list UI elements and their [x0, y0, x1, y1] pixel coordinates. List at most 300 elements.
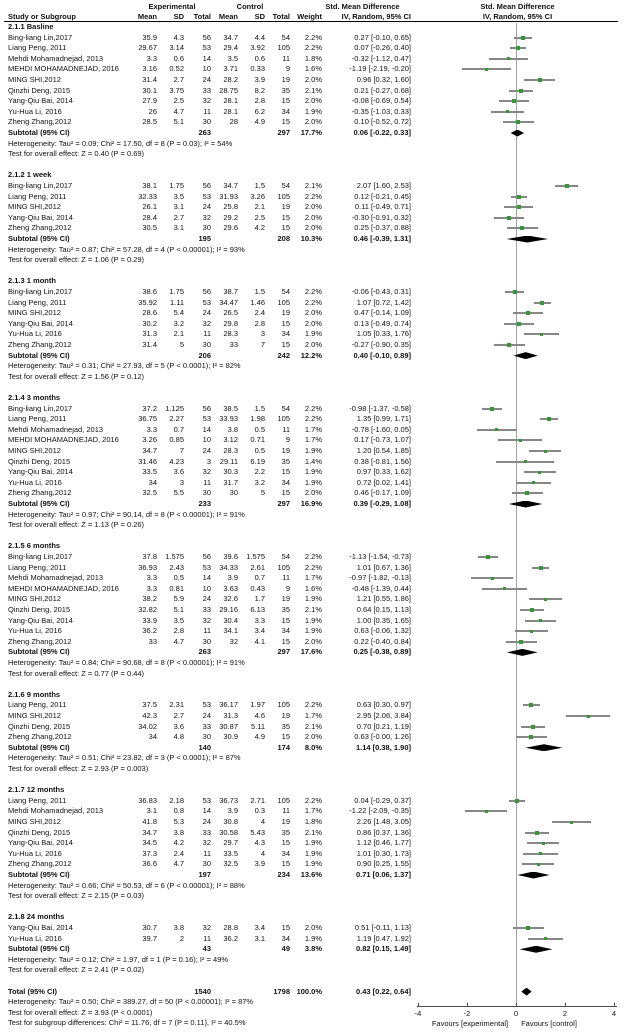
- header-col-method-text: IV, Random, 95% CI: [341, 12, 411, 21]
- overall-effect-text: Test for overall effect: Z = 1.13 (P = 0.26): [8, 520, 145, 530]
- table-cell: 56: [202, 287, 211, 296]
- study-name: Yang-Qiu Bai, 2014: [8, 212, 73, 222]
- table-cell: 42.3: [142, 711, 157, 720]
- table-cell: 5: [179, 340, 184, 349]
- table-cell: 15: [281, 923, 290, 932]
- table-cell: 0.8: [173, 806, 184, 816]
- overall-effect-text: Test for overall effect: Z = 0.40 (P = 0.69): [8, 149, 145, 159]
- table-cell: 1.9%: [304, 848, 322, 858]
- study-name: MING SHI,2012: [8, 202, 61, 212]
- table-cell: 3.5: [227, 53, 238, 63]
- table-cell: 3.16: [142, 64, 157, 74]
- table-cell: 2.8: [254, 318, 265, 328]
- table-cell: 2.1%: [304, 827, 322, 837]
- table-cell: 2.2%: [304, 191, 322, 201]
- table-cell: 31.3: [142, 329, 157, 339]
- table-cell: 2.2%: [304, 43, 322, 53]
- axis-tick: [614, 1003, 615, 1007]
- table-cell: 36.93: [138, 562, 157, 572]
- effect-marker: [535, 831, 539, 835]
- table-cell: 35.92: [138, 297, 157, 307]
- table-cell: 15: [281, 732, 290, 742]
- total-diamond: [521, 988, 531, 996]
- x-axis-line: [417, 1006, 617, 1007]
- table-cell: 32: [202, 838, 211, 848]
- table-cell: 37.3: [142, 848, 157, 858]
- table-cell: 2.1%: [304, 85, 322, 95]
- table-cell: 3.3: [146, 53, 157, 63]
- table-cell: -1.13 [-1.54, -0.73]: [349, 552, 411, 561]
- table-cell: 0.72 [0.02, 1.41]: [356, 477, 411, 487]
- table-cell: 32: [202, 467, 211, 477]
- table-cell: 34.02: [138, 721, 157, 731]
- table-cell: 3.9: [254, 75, 265, 84]
- table-cell: 28.5: [142, 117, 157, 127]
- table-cell: 28.3: [223, 446, 238, 455]
- table-cell: 17.6%: [300, 647, 322, 657]
- study-name: Bing-liang Lin,2017: [8, 287, 73, 296]
- table-cell: 234: [277, 870, 290, 879]
- study-name: MEHDI MOHAMADNEJAD, 2016: [8, 435, 119, 445]
- study-name: MING SHI,2012: [8, 75, 61, 84]
- table-cell: 297: [277, 128, 290, 137]
- table-cell: 263: [198, 128, 211, 137]
- table-cell: 4.2: [254, 223, 265, 233]
- table-cell: 28.3: [223, 329, 238, 339]
- study-name: Liang Peng, 2011: [8, 43, 67, 53]
- table-cell: 15: [281, 838, 290, 848]
- table-cell: 2.7: [173, 711, 184, 720]
- table-cell: 0.5: [254, 424, 265, 434]
- table-cell: 5.43: [250, 827, 265, 837]
- header-col-sd-ctl: SD: [254, 12, 265, 21]
- table-cell: 2.31: [169, 700, 184, 710]
- table-cell: 3.1: [173, 202, 184, 212]
- table-cell: 1.7%: [304, 711, 322, 720]
- table-cell: 10.3%: [300, 234, 322, 243]
- table-cell: 28.6: [142, 308, 157, 318]
- subtotal-diamond: [525, 744, 562, 751]
- table-cell: 1.9%: [304, 106, 322, 116]
- table-cell: 0.81: [169, 583, 184, 593]
- table-cell: 15: [281, 340, 290, 349]
- effect-marker: [531, 725, 535, 729]
- table-cell: 3.26: [142, 435, 157, 445]
- table-cell: 53: [202, 795, 211, 805]
- table-cell: 1.12 [0.46, 1.77]: [356, 838, 411, 848]
- table-cell: 31.3: [223, 711, 238, 720]
- subtotal-label: Subtotal (95% CI): [8, 742, 70, 752]
- table-cell: 29.16: [219, 605, 238, 614]
- table-cell: 1.35 [0.99, 1.71]: [356, 414, 411, 424]
- table-cell: 35: [281, 456, 290, 466]
- table-cell: 32: [202, 96, 211, 106]
- table-cell: 35.9: [142, 32, 157, 42]
- table-cell: 2.95 [2.06, 3.84]: [356, 711, 411, 720]
- table-cell: 14: [202, 806, 211, 816]
- table-cell: 1.9%: [304, 626, 322, 636]
- effect-marker: [570, 821, 573, 824]
- study-name: Yang-Qiu Bai, 2014: [8, 923, 73, 932]
- table-cell: 3: [260, 329, 265, 339]
- axis-tick: [516, 1003, 517, 1007]
- table-cell: 11: [203, 848, 211, 858]
- effect-marker: [485, 68, 488, 71]
- effect-marker: [538, 471, 541, 474]
- table-cell: 105: [277, 43, 290, 53]
- study-name: MING SHI,2012: [8, 446, 61, 455]
- heterogeneity-text: Heterogeneity: Tau² = 0.97; Chi² = 90.14, df = 8 (P < 0.00001); I² = 91%: [8, 509, 245, 519]
- table-cell: 2.0%: [304, 308, 322, 318]
- study-name: Zheng Zhang,2012: [8, 636, 72, 646]
- table-cell: 1.9%: [304, 329, 322, 339]
- table-cell: 0.39 [-0.29, 1.08]: [353, 499, 411, 508]
- table-cell: 15: [281, 117, 290, 127]
- section-title: 2.1.3 1 month: [8, 276, 56, 286]
- table-cell: 36.2: [142, 626, 157, 636]
- study-name: Yang-Qiu Bai, 2014: [8, 318, 73, 328]
- table-cell: 1.5: [254, 287, 265, 296]
- table-cell: 0.38 [-0.81, 1.56]: [354, 456, 411, 466]
- table-cell: 0.21 [-0.27, 0.68]: [354, 85, 411, 95]
- table-cell: 233: [198, 499, 211, 508]
- table-cell: 3: [179, 477, 184, 487]
- table-cell: 30.5: [142, 223, 157, 233]
- header-col-total-exp: Total: [193, 12, 211, 21]
- table-cell: 0.86 [0.37, 1.36]: [356, 827, 411, 837]
- table-cell: 195: [198, 234, 211, 243]
- table-cell: 9: [285, 583, 290, 593]
- table-cell: 11: [203, 933, 211, 943]
- table-cell: 0.40 [-0.10, 0.89]: [353, 350, 411, 360]
- table-cell: 140: [198, 742, 211, 752]
- table-cell: 0.04 [-0.29, 0.37]: [354, 795, 411, 805]
- table-cell: 0.13 [-0.49, 0.74]: [354, 318, 411, 328]
- table-cell: 30.87: [219, 721, 238, 731]
- study-name: Zheng Zhang,2012: [8, 488, 72, 498]
- table-cell: 26.1: [142, 202, 157, 212]
- study-name: MEHDI MOHAMADNEJAD, 2016: [8, 64, 119, 74]
- effect-marker: [544, 450, 547, 453]
- table-cell: 11: [282, 806, 290, 816]
- axis-tick-label: 0: [513, 1009, 519, 1018]
- table-cell: 32: [202, 923, 211, 932]
- table-cell: 2.2: [254, 467, 265, 477]
- effect-marker: [507, 57, 510, 60]
- table-cell: 34.1: [223, 626, 238, 636]
- table-cell: 2.27: [169, 414, 184, 424]
- table-cell: 30: [202, 488, 211, 498]
- table-cell: 30.8: [223, 817, 238, 826]
- table-cell: 31.4: [142, 75, 157, 84]
- table-cell: 0.25 [-0.38, 0.89]: [353, 647, 411, 657]
- table-cell: 33.5: [223, 848, 238, 858]
- study-name: Qinzhi Deng, 2015: [8, 605, 71, 614]
- table-cell: 4.6: [254, 711, 265, 720]
- table-cell: 1.14 [0.38, 1.90]: [355, 742, 411, 752]
- table-cell: 3: [206, 456, 211, 466]
- study-name: Zheng Zhang,2012: [8, 117, 72, 127]
- table-cell: 2.0%: [304, 202, 322, 212]
- effect-marker: [506, 110, 509, 113]
- table-cell: 0.51 [-0.11, 1.13]: [354, 923, 411, 932]
- header-col-sd-exp: SD: [173, 12, 184, 21]
- table-cell: 53: [202, 562, 211, 572]
- subtotal-diamond: [509, 501, 543, 508]
- table-cell: -0.06 [-0.43, 0.31]: [351, 287, 411, 296]
- table-cell: 4.8: [173, 732, 184, 742]
- heterogeneity-text: Heterogeneity: Tau² = 0.87; Chi² = 57.28, df = 4 (P < 0.00001); I² = 93%: [8, 244, 245, 254]
- effect-marker: [516, 46, 520, 50]
- table-cell: 1.9%: [304, 615, 322, 625]
- table-cell: 1.9%: [304, 838, 322, 848]
- table-cell: 19: [281, 711, 290, 720]
- header-col-method-plot: IV, Random, 95% CI: [482, 12, 553, 21]
- table-cell: 2: [179, 933, 184, 943]
- table-cell: 0.22 [-0.40, 0.84]: [354, 636, 411, 646]
- table-cell: 33: [229, 340, 238, 349]
- study-name: Liang Peng, 2011: [8, 297, 67, 307]
- table-cell: 34: [148, 477, 157, 487]
- table-cell: 29.7: [223, 838, 238, 848]
- study-name: Liang Peng, 2011: [8, 700, 67, 710]
- subtotal-label: Subtotal (95% CI): [8, 870, 70, 879]
- table-cell: 56: [202, 403, 211, 413]
- table-cell: 0.43: [250, 583, 265, 593]
- table-cell: 1.7%: [304, 806, 322, 816]
- table-cell: 0.63 [0.30, 0.97]: [356, 700, 411, 710]
- section-title: 2.1.8 24 months: [8, 912, 65, 922]
- table-cell: 0.63 [-0.00, 1.26]: [354, 732, 411, 742]
- header-smd-plot-col: Std. Mean Difference: [480, 2, 555, 11]
- table-cell: 17.7%: [300, 128, 322, 137]
- table-cell: 54: [281, 181, 290, 190]
- effect-marker: [517, 195, 521, 199]
- table-cell: 2.0%: [304, 340, 322, 349]
- table-cell: 2.0%: [304, 318, 322, 328]
- subtotal-label: Subtotal (95% CI): [8, 234, 70, 243]
- study-name: Qinzhi Deng, 2015: [8, 456, 71, 466]
- table-cell: 1.9%: [304, 933, 322, 943]
- table-cell: 1.01 [0.30, 1.73]: [356, 848, 411, 858]
- table-cell: 28.8: [223, 923, 238, 932]
- table-cell: 32.5: [142, 488, 157, 498]
- effect-marker: [538, 78, 542, 82]
- effect-marker: [507, 216, 511, 220]
- table-cell: 30.4: [223, 615, 238, 625]
- table-cell: 3.2: [254, 477, 265, 487]
- table-cell: 2.0%: [304, 75, 322, 84]
- table-cell: 28.75: [219, 85, 238, 95]
- table-cell: 9: [285, 435, 290, 445]
- table-cell: 1798: [273, 986, 290, 996]
- study-name: Yang-Qiu Bai, 2014: [8, 838, 73, 848]
- effect-marker: [507, 343, 511, 347]
- table-cell: 10: [202, 64, 211, 74]
- study-name: Mehdi Mohamadnejad, 2013: [8, 806, 104, 816]
- table-cell: 34: [281, 106, 290, 116]
- table-cell: 49: [281, 944, 290, 954]
- table-cell: 4.7: [173, 106, 184, 116]
- table-cell: 2.0%: [304, 212, 322, 222]
- table-cell: 3.5: [173, 191, 184, 201]
- overall-effect-text: Test for overall effect: Z = 1.56 (P = 0.12): [8, 371, 145, 381]
- table-cell: 33.5: [142, 467, 157, 477]
- table-cell: 1.5: [254, 181, 265, 190]
- table-cell: 1.07 [0.72, 1.42]: [356, 297, 411, 307]
- table-cell: 4.3: [254, 838, 265, 848]
- table-cell: 54: [281, 403, 290, 413]
- table-cell: 32: [202, 615, 211, 625]
- table-cell: 6.2: [254, 106, 265, 116]
- effect-marker: [565, 184, 569, 188]
- subtotal-diamond: [506, 236, 548, 243]
- table-cell: 19: [281, 446, 290, 455]
- table-cell: 0.46 [-0.39, 1.31]: [353, 234, 411, 243]
- table-cell: 2.0%: [304, 223, 322, 233]
- table-cell: 2.43: [169, 562, 184, 572]
- table-cell: 30: [202, 340, 211, 349]
- table-cell: 2.1%: [304, 181, 322, 190]
- table-cell: 30: [229, 488, 238, 498]
- table-cell: 37.8: [142, 552, 157, 561]
- table-cell: 43: [202, 944, 211, 954]
- table-cell: 3.1: [254, 933, 265, 943]
- table-cell: 3.1: [173, 223, 184, 233]
- table-cell: 25.8: [223, 202, 238, 212]
- table-cell: 56: [202, 32, 211, 42]
- table-cell: -0.32 [-1.12, 0.47]: [351, 53, 411, 63]
- table-cell: 33: [202, 605, 211, 614]
- table-cell: 2.1%: [304, 605, 322, 614]
- table-cell: 30.58: [219, 827, 238, 837]
- effect-marker: [519, 439, 522, 442]
- table-cell: 4.4: [254, 32, 265, 42]
- table-cell: 0.46 [-0.17, 1.09]: [354, 488, 411, 498]
- favours-left-label: Favours [experimental]: [431, 1019, 509, 1028]
- heterogeneity-text: Heterogeneity: Tau² = 0.66; Chi² = 50.53, df = 6 (P < 0.00001); I² = 88%: [8, 880, 245, 890]
- table-cell: 2.0%: [304, 96, 322, 106]
- table-cell: 33: [202, 85, 211, 95]
- table-cell: 1.575: [246, 552, 265, 561]
- table-cell: 14: [202, 424, 211, 434]
- study-name: Zheng Zhang,2012: [8, 859, 72, 869]
- table-cell: 0.85: [169, 435, 184, 445]
- table-cell: 4.1: [254, 636, 265, 646]
- table-cell: 9: [285, 64, 290, 74]
- study-name: Liang Peng, 2011: [8, 414, 67, 424]
- study-name: Bing-liang Lin,2017: [8, 181, 73, 190]
- table-cell: 53: [202, 414, 211, 424]
- table-cell: 0.7: [254, 573, 265, 583]
- study-name: Liang Peng, 2011: [8, 191, 67, 201]
- table-cell: 14: [202, 53, 211, 63]
- table-cell: 29.6: [223, 223, 238, 233]
- study-name: Mehdi Mohamadnejad, 2013: [8, 53, 104, 63]
- effect-marker: [526, 926, 530, 930]
- table-cell: 33.93: [219, 414, 238, 424]
- table-cell: 174: [277, 742, 290, 752]
- table-cell: 11: [203, 106, 211, 116]
- table-cell: -0.27 [-0.90, 0.35]: [351, 340, 411, 349]
- section-title: 2.1.6 9 months: [8, 689, 61, 699]
- table-cell: 3.8: [173, 827, 184, 837]
- table-cell: 24: [202, 75, 211, 84]
- study-name: Liang Peng, 2011: [8, 795, 67, 805]
- table-cell: 3.26: [250, 191, 265, 201]
- table-cell: 5.3: [173, 817, 184, 826]
- table-cell: 2.2%: [304, 700, 322, 710]
- table-cell: 28.1: [223, 106, 238, 116]
- table-cell: -0.48 [-1.39, 0.44]: [351, 583, 411, 593]
- table-cell: 53: [202, 297, 211, 307]
- table-cell: 36.83: [138, 795, 157, 805]
- effect-marker: [530, 630, 533, 633]
- effect-marker: [537, 863, 540, 866]
- table-cell: 4.3: [173, 32, 184, 42]
- table-cell: 0.7: [173, 424, 184, 434]
- table-cell: 13.6%: [300, 870, 322, 879]
- table-cell: 3.2: [173, 318, 184, 328]
- header-col-weight: Weight: [297, 12, 322, 21]
- table-cell: 0.97 [0.33, 1.62]: [356, 467, 411, 477]
- table-cell: 0.90 [0.25, 1.55]: [356, 859, 411, 869]
- table-cell: 30.7: [142, 923, 157, 932]
- header-smd-text-col: Std. Mean Difference: [325, 2, 400, 11]
- table-cell: 32.5: [223, 859, 238, 869]
- zero-effect-line: [516, 23, 517, 1006]
- table-cell: 31.46: [138, 456, 157, 466]
- table-cell: 105: [277, 297, 290, 307]
- table-cell: 3.5: [173, 615, 184, 625]
- table-cell: 1.11: [169, 297, 184, 307]
- table-cell: 1.01 [0.67, 1.36]: [356, 562, 411, 572]
- section-title: 2.1.4 3 months: [8, 393, 61, 402]
- effect-marker: [486, 555, 490, 559]
- table-cell: 105: [277, 414, 290, 424]
- table-cell: -0.35 [-1.03, 0.33]: [351, 106, 411, 116]
- table-cell: 29.2: [223, 212, 238, 222]
- table-cell: 2.18: [169, 795, 184, 805]
- table-cell: 35: [281, 721, 290, 731]
- table-cell: 33: [202, 827, 211, 837]
- table-cell: 2.2%: [304, 297, 322, 307]
- table-cell: 28.2: [223, 75, 238, 84]
- table-cell: 32: [202, 318, 211, 328]
- table-cell: 15: [281, 223, 290, 233]
- study-name: MING SHI,2012: [8, 711, 61, 720]
- effect-marker: [544, 937, 547, 940]
- table-cell: 3.92: [250, 43, 265, 53]
- table-cell: -0.08 [-0.69, 0.54]: [351, 96, 411, 106]
- table-cell: 53: [202, 191, 211, 201]
- table-cell: -1.22 [-2.09, -0.35]: [349, 806, 411, 816]
- table-cell: 2.0%: [304, 732, 322, 742]
- effect-marker: [490, 407, 494, 411]
- table-cell: -0.98 [-1.37, -0.58]: [349, 403, 411, 413]
- table-cell: 263: [198, 647, 211, 657]
- table-cell: 27.9: [142, 96, 157, 106]
- table-cell: 1.8%: [304, 817, 322, 826]
- table-cell: 2.0%: [304, 923, 322, 932]
- table-cell: 2.7: [173, 75, 184, 84]
- table-cell: 0.64 [0.15, 1.13]: [356, 605, 411, 614]
- table-cell: 2.0%: [304, 117, 322, 127]
- table-cell: 1.9%: [304, 859, 322, 869]
- table-cell: 0.12 [-0.21, 0.45]: [354, 191, 411, 201]
- table-cell: 30.3: [223, 467, 238, 477]
- table-cell: 34.7: [142, 827, 157, 837]
